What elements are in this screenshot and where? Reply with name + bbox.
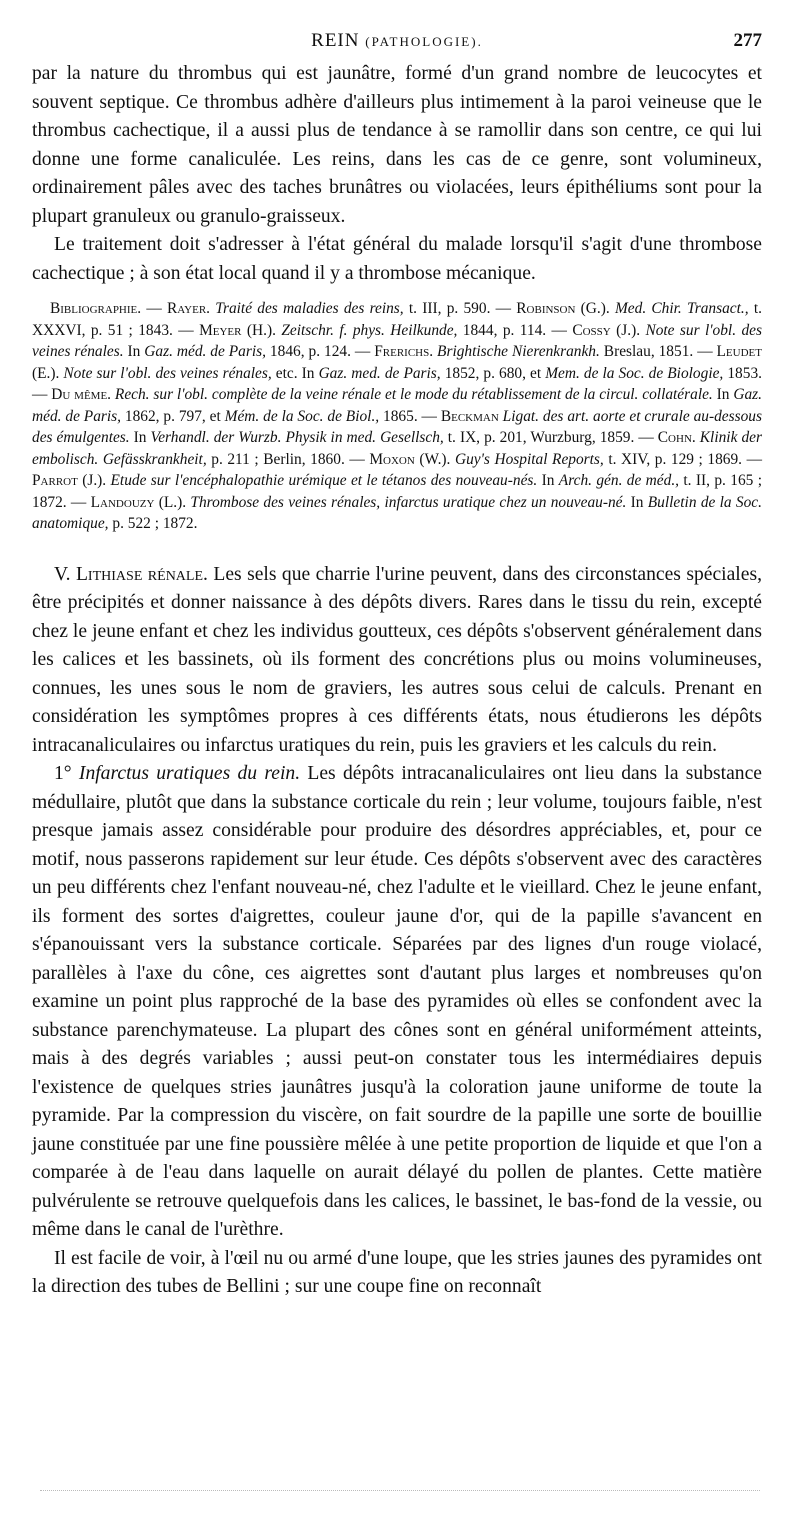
biblio-author: Meyer (199, 321, 242, 339)
biblio-title: Gaz. med. de Paris, (318, 364, 441, 382)
biblio-title: Mém. de la Soc. de Biol., (224, 407, 380, 425)
subsection-number: 1° (54, 763, 72, 784)
biblio-text: (L.). (154, 493, 191, 511)
biblio-text: t. IX, p. 201, Wurzburg, 1859. — (443, 429, 658, 446)
biblio-text: 1853. — (32, 364, 762, 403)
biblio-text: In (626, 493, 648, 511)
biblio-title: Thrombose des veines rénales, infarctus uratique chez un nouveau-né. (190, 493, 627, 511)
subsection-infarctus (32, 760, 762, 1245)
paragraph-bellini: Il est facile de voir, à l'œil nu ou armé d'une loupe, que les stries jaunes des pyramides ont la direction des tubes de Bellini ; sur une coupe fine on reconnaît (32, 1247, 762, 1297)
biblio-text: t. III, p. 590. — (403, 300, 517, 317)
biblio-author: Du même. (51, 386, 112, 403)
biblio-text: p. 211 ; Berlin, 1860. — (206, 450, 370, 468)
biblio-text: — (141, 300, 167, 317)
biblio-title: Ligat. des art. aorte et crurale au-dessous des émulgentes. (32, 407, 762, 446)
page-bottom-rule (40, 1490, 760, 1491)
biblio-author: Frerichs. (374, 343, 434, 360)
biblio-author: Parrot (32, 472, 78, 489)
biblio-text: t. XXXVI, p. 51 ; 1843. — (32, 300, 762, 339)
section-text: Les sels que charrie l'urine peuvent, dans des circonstances spéciales, être précipités et donner naissance à des dépôts divers. Rares dans le tissu du rein, excepté chez le jeune enfant et chez les individus goutteux, ces dépôts s'observent généralement dans les calices et les bassinets, où ils forment des concrétions plus ou moins volumineuses, connues, les unes sous le nom de graviers, les autres sous celui de calculs. Prenant en considération les symptômes propres à ces différents états, nous étudierons les dépôts intracanaliculaires ou infarctus uratiques du rein, puis les graviers et les calculs du rein. (32, 563, 762, 756)
biblio-text: 1852, p. 680, et (440, 364, 546, 382)
biblio-title: Rech. sur l'obl. complète de la veine rénale et le mode du rétablissement de la circul. collatérale. (114, 386, 713, 403)
biblio-title: Gaz. méd. de Paris, (32, 386, 762, 425)
biblio-title: Brightische Nierenkrankh. (437, 343, 600, 360)
biblio-author: Beckman (440, 407, 499, 425)
biblio-author: Robinson (516, 300, 576, 317)
biblio-text: t. II, p. 165 ; 1872. — (32, 472, 762, 511)
page (32, 30, 762, 1302)
biblio-text: In (712, 386, 734, 403)
biblio-title: Med. Chir. Transact., (614, 300, 749, 317)
biblio-text: (J.). (77, 472, 111, 489)
biblio-author: Cossy (572, 321, 611, 339)
biblio-title: Gaz. méd. de Paris, (144, 343, 266, 360)
biblio-title: Klinik der embolisch. Gefässkrankheit, (32, 429, 762, 468)
biblio-text: (W.). (414, 450, 455, 468)
biblio-title: Note sur l'obl. des veines rénales, (63, 364, 272, 382)
title-main: REIN (311, 30, 360, 51)
biblio-title: Arch. gén. de méd., (558, 472, 680, 489)
section-lithiase (32, 561, 762, 761)
biblio-author: Rayer. (166, 300, 211, 317)
biblio-text: In (129, 429, 151, 446)
paragraph-thrombus: par la nature du thrombus qui est jaunâtre, formé d'un grand nombre de leucocytes et souvent septique. Ce thrombus adhère d'ailleurs plus intimement à la paroi veineuse que le thrombus cachectique, il a aussi plus de tendance à se ramollir dans son centre, ce qui lui donne une forme canaliculée. Les reins, dans les cas de ce genre, sont volumineux, ordinairement pâles avec des taches brunâtres ou violacées, leurs épithéliums sont pour la plupart granuleux ou granulo-graisseux. (32, 63, 762, 227)
biblio-title: Mem. de la Soc. de Biologie, (545, 364, 724, 382)
title-sub: (PATHOLOGIE). (365, 34, 483, 49)
section-number: V. (54, 563, 71, 585)
biblio-text: 1865. — (379, 407, 441, 425)
biblio-title: Etude sur l'encéphalopathie urémique et le tétanos des nouveau-nés. (110, 472, 538, 489)
biblio-text: In (537, 472, 559, 489)
biblio-text: (E.). (32, 364, 64, 382)
biblio-author: Leudet (716, 343, 762, 360)
biblio-text: 1846, p. 124. — (265, 343, 375, 360)
biblio-author: Moxon (369, 450, 415, 468)
biblio-text: p. 522 ; 1872. (108, 515, 198, 532)
subsection-title: Infarctus uratiques du rein. (78, 763, 301, 784)
biblio-author: Bibliographie. (50, 300, 142, 317)
section-title: Lithiase rénale. (75, 563, 208, 585)
biblio-title: Zeitschr. f. phys. Heilkunde, (281, 321, 458, 339)
running-title (32, 30, 762, 52)
subsection-text: Les dépôts intracanaliculaires ont lieu dans la substance médullaire, plutôt que dans la substance corticale du rein ; leur volume, toujours faible, n'est presque jamais assez considérable pour produire des désordres appréciables, et, pour ce motif, nous passerons rapidement sur leur étude. Ces dépôts s'observent avec des caractères un peu différents chez l'enfant nouveau-né, chez l'adulte et le vieillard. Chez le jeune enfant, ils forment des sortes d'aigrettes, couleur jaune d'or, qui de la papille s'avancent en s'épanouissant vers la substance corticale. Séparées par des lignes d'un rouge violacé, parallèles à l'axe du cône, ces aigrettes sont d'autant plus larges et nombreuses qu'on examine un point plus rapproché de la base des pyramides où elles se confondent avec la substance parenchymateuse. La plupart des cônes sont en général uniformément atteints, mais à des degrés variables ; aussi peut-on constater tous les intermédiaires depuis l'existence de quelques stries jaunâtres jusqu'à la coloration jaune uniforme de toute la pyramide. Par la compression du viscère, on fait sourdre de la papille une sorte de bouillie jaune constituée par une fine poussière mêlée à une petite proportion de liquide et que l'on a comparée à de l'eau dans laquelle on aurait délayé du pollen de plantes. Cette matière pulvérulente se retrouve quelquefois dans les calices, le bassinet, le bas-fond de la vessie, ou même dans le canal de l'urèthre. (32, 763, 762, 1240)
biblio-text: t. XIV, p. 129 ; 1869. — (603, 450, 762, 468)
biblio-text: (J.). (610, 321, 646, 339)
biblio-text: Breslau, 1851. — (599, 343, 717, 360)
biblio-text: (H.). (241, 321, 282, 339)
biblio-author: Cohn. (657, 429, 696, 446)
biblio-text: etc. In (271, 364, 319, 382)
biblio-text: (G.). (575, 300, 615, 317)
biblio-text: 1862, p. 797, et (121, 407, 225, 425)
biblio-author: Landouzy (90, 493, 155, 511)
biblio-text: In (123, 343, 145, 360)
bibliography (32, 298, 762, 535)
biblio-title: Verhandl. der Wurzb. Physik in med. Gesellsch, (150, 429, 444, 446)
biblio-title: Traité des maladies des reins, (215, 300, 404, 317)
biblio-title: Guy's Hospital Reports, (454, 450, 604, 468)
paragraph-treatment: Le traitement doit s'adresser à l'état général du malade lorsqu'il s'agit d'une thrombose cachectique ; à son état local quand il y a thrombose mécanique. (32, 234, 762, 284)
biblio-title: Note sur l'obl. des veines rénales. (32, 321, 762, 360)
page-number: 277 (733, 30, 762, 51)
biblio-title: Bulletin de la Soc. anatomique, (32, 493, 762, 532)
biblio-text: 1844, p. 114. — (457, 321, 573, 339)
running-header (32, 30, 762, 60)
